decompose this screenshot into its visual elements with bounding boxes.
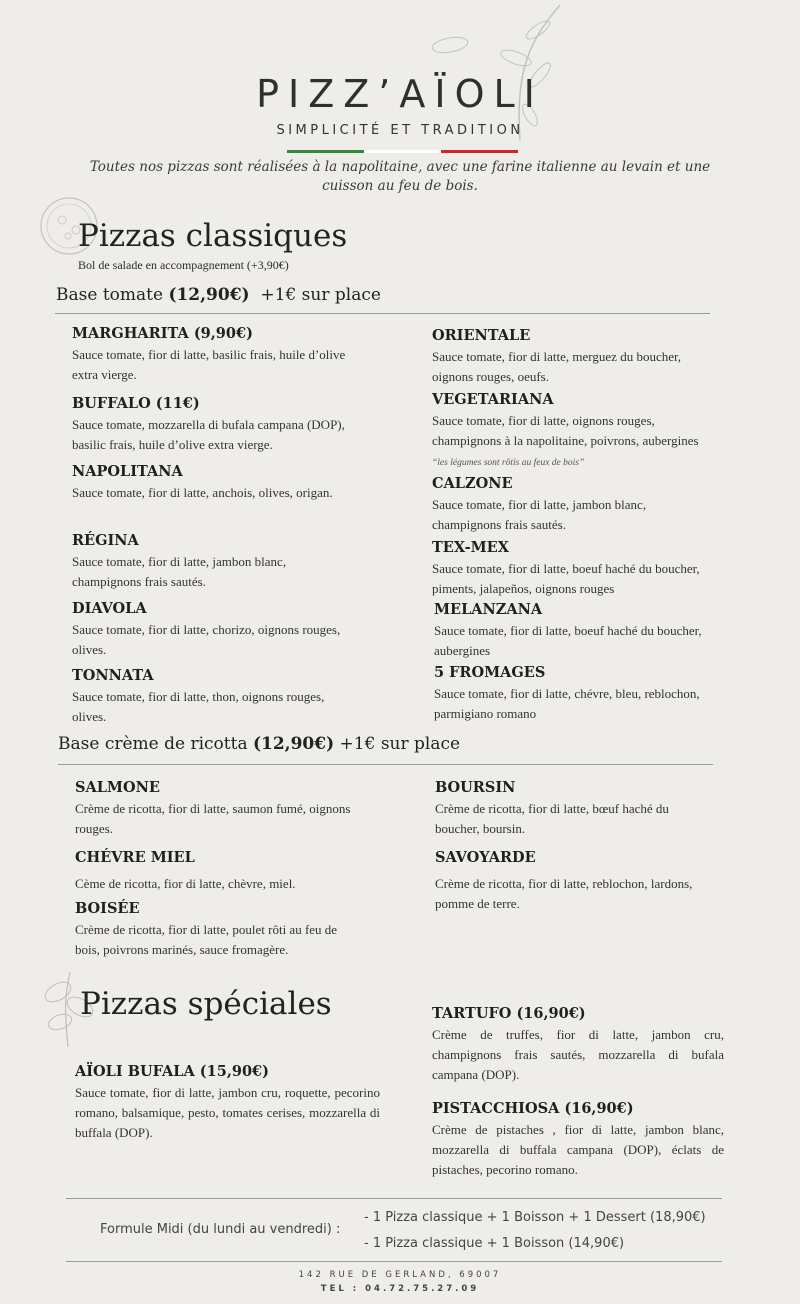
item-name: TARTUFO (16,90€) (432, 1005, 586, 1022)
item-desc: Crème de ricotta, fior di latte, bœuf haché du boucher, boursin. (435, 801, 669, 836)
intro-text: Toutes nos pizzas sont réalisées à la napolitaine, avec une farine italienne au levain et une cuisson au feu de bois. (89, 159, 711, 194)
menu-item (435, 778, 710, 839)
item-desc: Sauce tomate, fior di latte, chévre, bleu, reblochon, parmigiano romano (434, 686, 700, 721)
item-name: DIAVOLA (72, 600, 147, 617)
item-desc: Sauce tomate, fior di latte, jambon blanc, champignons frais sautés. (72, 554, 287, 589)
formule-option-2: - 1 Pizza classique + 1 Boisson (14,90€) (364, 1236, 625, 1251)
item-desc: Cème de ricotta, fior di latte, chèvre, miel. (75, 876, 296, 891)
flag-red (441, 150, 518, 153)
item-desc: Sauce tomate, mozzarella di bufala campana (DOP), basilic frais, huile d’olive extra vierge. (72, 417, 345, 452)
menu-item (72, 324, 352, 385)
item-name: 5 FROMAGES (434, 664, 546, 681)
item-note: “les légumes sont rôtis au feux de bois” (432, 458, 585, 468)
menu-item (432, 390, 707, 473)
divider (58, 764, 713, 765)
menu-item (432, 1004, 724, 1085)
restaurant-phone: TEL : 04.72.75.27.09 (320, 1284, 480, 1294)
salad-supplement-note: Bol de salade en accompagnement (+3,90€) (78, 258, 289, 272)
formule-midi-label: Formule Midi (du lundi au vendredi) : (100, 1222, 341, 1237)
item-name: ORIENTALE (432, 327, 531, 344)
base-tomate-header (56, 285, 381, 305)
item-name: NAPOLITANA (72, 463, 183, 480)
base-tomate-suffix: +1€ sur place (249, 285, 381, 305)
item-desc: Crème de ricotta, fior di latte, saumon fumé, oignons rouges. (75, 801, 351, 836)
item-name: BUFFALO (11€) (72, 395, 200, 412)
flag-white (364, 150, 441, 153)
item-desc: Crème de ricotta, fior di latte, poulet rôti au feu de bois, poivrons marinés, sauce fromagère. (75, 922, 338, 957)
base-tomate-prefix: Base tomate (56, 285, 169, 305)
italian-flag-stripe (287, 150, 518, 153)
menu-item (75, 778, 355, 839)
restaurant-address: 142 RUE DE GERLAND, 69007 (298, 1270, 502, 1280)
menu-item (72, 462, 352, 503)
menu-item (434, 600, 704, 661)
item-name: PISTACCHIOSA (16,90€) (432, 1100, 634, 1117)
section-title-classiques: Pizzas classiques (78, 218, 348, 254)
item-desc (432, 411, 707, 473)
item-desc: Sauce tomate, fior di latte, basilic frais, huile d’olive extra vierge. (72, 347, 346, 382)
item-desc: Sauce tomate, fior di latte, jambon blanc, champignons frais sautés. (432, 497, 647, 532)
formule-option-1: - 1 Pizza classique + 1 Boisson + 1 Dessert (18,90€) (364, 1210, 706, 1225)
menu-item (435, 848, 710, 914)
divider (66, 1198, 722, 1199)
menu-item (72, 531, 352, 592)
item-desc: Sauce tomate, fior di latte, boeuf haché du boucher, piments, jalapeños, oignons rouges (432, 561, 700, 596)
item-desc: Sauce tomate, fior di latte, jambon cru, roquette, pecorino romano, balsamique, pesto, tomates cerises, mozzarella di buffala (DOP). (75, 1085, 380, 1140)
divider (55, 313, 710, 314)
base-tomate-price: (12,90€) (168, 285, 250, 305)
brand-tagline: SIMPLICITÉ ET TRADITION (276, 123, 524, 138)
item-name: CHÉVRE MIEL (75, 849, 195, 866)
item-name: SAVOYARDE (435, 849, 536, 866)
item-name: CALZONE (432, 475, 513, 492)
item-name: MARGHARITA (9,90€) (72, 325, 253, 342)
section-title-speciales: Pizzas spéciales (80, 986, 332, 1022)
menu-item (75, 848, 355, 894)
item-desc: Sauce tomate, fior di latte, chorizo, oignons rouges, olives. (72, 622, 341, 657)
base-ricotta-price: (12,90€) (252, 734, 335, 754)
item-name: AÏOLI BUFALA (15,90€) (75, 1063, 269, 1080)
base-ricotta-prefix: Base crème de ricotta (58, 734, 253, 754)
menu-item (72, 599, 352, 660)
item-name: MELANZANA (434, 601, 543, 618)
item-name: RÉGINA (72, 532, 139, 549)
menu-item (72, 394, 352, 455)
item-desc: Sauce tomate, fior di latte, merguez du boucher, oignons rouges, oeufs. (432, 349, 682, 384)
menu-item (72, 666, 352, 727)
item-name: TEX-MEX (432, 539, 509, 556)
brand-title: PIZZ’AÏOLI (256, 72, 544, 116)
base-ricotta-header (58, 734, 460, 754)
item-desc-text: Sauce tomate, fior di latte, oignons rouges, champignons à la napolitaine, poivrons, aubergines (432, 413, 699, 448)
menu-item (434, 663, 704, 724)
item-name: BOURSIN (435, 779, 516, 796)
item-name: VEGETARIANA (432, 391, 554, 408)
menu-item (432, 474, 702, 535)
item-desc: Crème de pistaches , fior di latte, jambon blanc, mozzarella di buffala campana (DOP), éclats de pistaches, pecorino romano. (432, 1122, 724, 1177)
menu-item (432, 538, 712, 599)
flag-green (287, 150, 364, 153)
item-desc: Sauce tomate, fior di latte, thon, oignons rouges, olives. (72, 689, 325, 724)
base-ricotta-suffix: +1€ sur place (334, 734, 461, 754)
menu-item (432, 1099, 724, 1180)
item-name: TONNATA (72, 667, 154, 684)
item-name: SALMONE (75, 779, 160, 796)
item-desc: Sauce tomate, fior di latte, anchois, olives, origan. (72, 485, 333, 500)
menu-item (75, 1062, 380, 1143)
menu-item (75, 899, 355, 960)
item-name: BOISÉE (75, 900, 140, 917)
menu-item (432, 326, 702, 387)
item-desc: Crème de truffes, fior di latte, jambon cru, champignons frais sautés, mozzarella di bufala campana (DOP). (432, 1027, 724, 1082)
item-desc: Sauce tomate, fior di latte, boeuf haché du boucher, aubergines (434, 623, 702, 658)
divider (66, 1261, 722, 1262)
item-desc: Crème de ricotta, fior di latte, reblochon, lardons, pomme de terre. (435, 876, 693, 911)
